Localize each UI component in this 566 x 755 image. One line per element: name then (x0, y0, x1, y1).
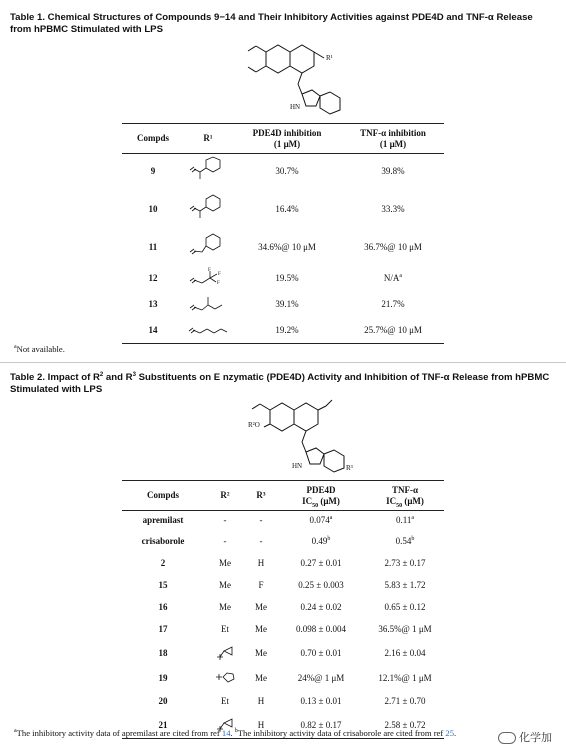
table-row (122, 266, 444, 292)
table2-header-r3: R³ (256, 490, 266, 500)
methoxyethyl-icon (187, 320, 229, 338)
oxane-methyl-icon (188, 232, 228, 260)
r3-cell: - (259, 536, 263, 546)
table1-header-r1: R¹ (203, 133, 213, 143)
pde4d-cell: 30.7% (275, 166, 299, 177)
table1-caption: Table 1. Chemical Structures of Compounds 9−14 and Their Inhibitory Activities against PDE4D and TNF-α Release from hPBMC Stimulated with LPS (10, 12, 533, 35)
r3-cell: Me (255, 648, 267, 658)
table2-r2-label: R²O (248, 421, 260, 429)
cyclopropylmethyl-icon (214, 643, 236, 661)
table-row (122, 511, 444, 531)
table2-header-compds: Compds (146, 490, 179, 500)
tnf-cell: 0.65 ± 0.12 (384, 602, 426, 612)
tnf-cell: 21.7% (381, 299, 405, 309)
compd-cell: 9 (150, 166, 156, 177)
table-row (122, 154, 444, 190)
pyridine-carbonyl-icon (188, 156, 228, 184)
table2-r3-label: R³ (346, 464, 353, 472)
compd-cell: 15 (158, 580, 168, 590)
pde4d-cell: 0.27 ± 0.01 (300, 558, 342, 568)
table-row (122, 667, 444, 691)
watermark: 化学加 (498, 729, 552, 745)
pde4d-cell: 0.49$^b$ (311, 536, 331, 546)
tnf-cell: $N/A^a$ (383, 273, 403, 283)
pde4d-cell: 19.5% (275, 273, 299, 283)
compd-cell: 21 (158, 719, 168, 730)
tnf-cell: 5.83 ± 1.72 (384, 580, 426, 590)
table2 (122, 480, 444, 739)
r2-cell: Me (219, 602, 231, 612)
r3-cell: F (258, 580, 264, 590)
svg-text:F: F (208, 268, 211, 273)
table2-header-tnf: TNF-α $IC_{50}$ (μM) (386, 484, 424, 509)
table-row (122, 531, 444, 553)
table1 (122, 123, 444, 344)
r2-cell: Me (219, 558, 231, 568)
r3-cell: H (257, 696, 265, 706)
r3-cell: H (257, 558, 265, 568)
table2-header-r2: R² (220, 490, 230, 500)
svg-text:F: F (217, 281, 220, 286)
compd-cell: 2 (160, 558, 166, 568)
r3-cell: H (257, 719, 265, 730)
pde4d-cell: 16.4% (275, 204, 299, 214)
table1-nh-label: HN (290, 103, 301, 111)
table2-nh-label: HN (292, 462, 303, 470)
pde4d-cell: 0.074$^a$ (309, 515, 333, 526)
chat-bubble-icon (498, 732, 516, 744)
table1-header-tnf: TNF-α inhibition (1 μM) (360, 127, 426, 149)
r2-cell: Et (221, 696, 229, 706)
table2-footnote: $^a$The inhibitory activity data of apremilast are cited from ref 14. $^b$The inhibitory activity data of crisaborole are cited from ref 25. (14, 728, 457, 738)
r2-cell: - (223, 536, 227, 546)
pde4d-cell: 39.1% (275, 299, 299, 309)
compd-cell: 11 (148, 242, 158, 252)
table-divider (0, 362, 566, 363)
compd-cell: 19 (158, 673, 168, 683)
pde4d-cell: 19.2% (275, 324, 299, 335)
tnf-cell: 33.3% (381, 204, 405, 214)
cyclopentyl-icon (214, 669, 236, 685)
table-row (122, 292, 444, 318)
table-row (122, 575, 444, 597)
tnf-cell: 2.16 ± 0.04 (384, 648, 426, 658)
pde4d-cell: 34.6%@ 10 μM (258, 242, 316, 252)
table1-footnote: $^a$Not available. (14, 344, 65, 354)
tnf-cell: 0.54$^b$ (395, 536, 415, 546)
table-row (122, 553, 444, 575)
table1-header-pde4d: PDE4D inhibition (1 μM) (252, 127, 322, 149)
tnf-cell: 36.7%@ 10 μM (364, 242, 422, 252)
trifluoroethyl-icon (188, 266, 228, 288)
oxane-carbonyl-icon (188, 193, 228, 223)
compd-cell: 16 (158, 602, 168, 612)
pde4d-cell: 0.098 ± 0.004 (296, 624, 346, 634)
compd-cell: 10 (148, 204, 158, 214)
pde4d-cell: 0.70 ± 0.01 (300, 648, 342, 658)
compd-cell: 14 (148, 324, 158, 335)
table2-caption: Table 2. Impact of $R^2$ and $R^3$ Substituents on E nzymatic (PDE4D) Activity and Inhibition of TNF-α Release from hPBMC Stimulated with LPS (10, 371, 550, 395)
table1-r1-label: R¹ (326, 54, 333, 62)
table-row (122, 691, 444, 713)
pde4d-cell: 0.25 ± 0.003 (298, 580, 344, 590)
tnf-cell: 2.73 ± 0.17 (384, 558, 426, 568)
table-row (122, 318, 444, 344)
table1-header-compds: Compds (136, 133, 169, 143)
tnf-cell: 12.1%@ 1 μM (378, 673, 432, 683)
r3-cell: Me (255, 624, 267, 634)
table-row (122, 230, 444, 266)
table-row (122, 597, 444, 619)
compd-cell: 20 (158, 696, 168, 706)
tnf-cell: 39.8% (381, 166, 405, 177)
tnf-cell: 0.11$^a$ (395, 515, 415, 526)
table-row (122, 619, 444, 641)
methyl-ester-icon (188, 292, 228, 314)
table-row (122, 641, 444, 667)
tnf-cell: 25.7%@ 10 μM (364, 324, 422, 335)
table-row (122, 190, 444, 230)
table2-header-row (122, 481, 444, 511)
tnf-cell: 2.71 ± 0.70 (384, 696, 426, 706)
r3-cell: Me (255, 602, 267, 612)
compd-cell: apremilast (142, 515, 184, 526)
compd-cell: 18 (158, 648, 168, 658)
table2-header-pde4d: PDE4D $IC_{50}$ (μM) (302, 484, 340, 509)
pde4d-cell: 24%@ 1 μM (297, 673, 345, 683)
r3-cell: Me (255, 673, 267, 683)
table1-header-row (122, 124, 444, 154)
compd-cell: 13 (148, 299, 158, 309)
compd-cell: 12 (148, 273, 158, 283)
pde4d-cell: 0.82 ± 0.17 (300, 719, 342, 730)
compd-cell: crisaborole (141, 536, 185, 546)
r2-cell: - (223, 515, 227, 526)
tnf-cell: 36.5%@ 1 μM (378, 624, 432, 634)
tnf-cell: 2.58 ± 0.72 (384, 719, 426, 730)
r3-cell: - (259, 515, 263, 526)
pde4d-cell: 0.24 ± 0.02 (300, 602, 342, 612)
r2-cell: Et (221, 624, 229, 634)
pde4d-cell: 0.13 ± 0.01 (300, 696, 342, 706)
svg-text:F: F (218, 272, 221, 277)
compd-cell: 17 (158, 624, 168, 634)
r2-cell: Me (219, 580, 231, 590)
